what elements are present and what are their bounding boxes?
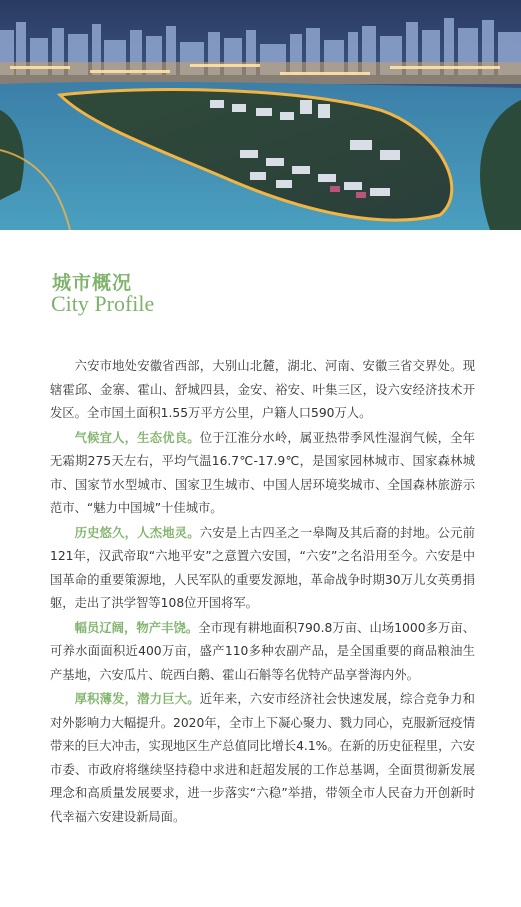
paragraph-text: 全市现有耕地面积790.8万亩、山场1000多万亩、可养水面面积近400万亩，盛产110多种农副产品，是全国重要的商品粮油生产基地，六安瓜片、皖西白鹅、霍山石斛等名优特产品享誉海内外。 bbox=[50, 620, 475, 682]
paragraph-lead: 幅员辽阔，物产丰饶。 bbox=[74, 619, 199, 635]
resources-paragraph bbox=[50, 616, 475, 688]
history-paragraph bbox=[50, 521, 475, 616]
city-profile-body bbox=[50, 355, 475, 829]
paragraph-text: 六安是上古四圣之一皋陶及其后裔的封地。公元前121年，汉武帝取“六地平安”之意置六安国，“六安”之名沿用至今。六安是中国革命的重要策源地，人民军队的重要发源地，革命战争时期30万儿女英勇捐躯，走出了洪学智等108位开国将军。 bbox=[50, 525, 475, 610]
paragraph-lead: 厚积薄发，潜力巨大。 bbox=[74, 691, 200, 706]
paragraph-lead: 气候宜人，生态优良。 bbox=[74, 429, 200, 445]
paragraph-text: 六安市地处安徽省西部，大别山北麓，湖北、河南、安徽三省交界处。现辖霍邱、金寨、霍山、舒城四县，金安、裕安、叶集三区，设六安经济技术开发区。全市国土面积1.55万平方公里，户籍人口590万人。 bbox=[50, 359, 475, 420]
paragraph-text: 位于江淮分水岭，属亚热带季风性湿润气候，全年无霜期275天左右，平均气温16.7℃-17.9℃，是国家园林城市、国家森林城市、国家节水型城市、国家卫生城市、中国人居环境奖城市、全国森林旅游示范市、“魅力中国城”十佳城市。 bbox=[50, 430, 475, 515]
section-title-en: City Profile bbox=[51, 291, 155, 316]
city-night-aerial-photo bbox=[0, 0, 521, 230]
climate-paragraph bbox=[50, 426, 475, 521]
paragraph-text: 近年来，六安市经济社会快速发展，综合竞争力和对外影响力大幅提升。2020年，全市上下凝心聚力、戮力同心，克服新冠疫情带来的巨大冲击，实现地区生产总值同比增长4.1%。在新的历史征程里，六安市委、市政府将继续坚持稳中求进和赶超发展的工作总基调，全面贯彻新发展理念和高质量发展要求，进一步落实“六稳”举措，带领全市人民奋力开创新时代幸福六安建设新局面。 bbox=[50, 692, 475, 824]
paragraph-lead: 历史悠久，人杰地灵。 bbox=[74, 524, 200, 540]
section-title-cn: 城市概况 bbox=[52, 272, 133, 294]
intro-paragraph bbox=[50, 355, 475, 426]
development-paragraph bbox=[50, 687, 475, 829]
